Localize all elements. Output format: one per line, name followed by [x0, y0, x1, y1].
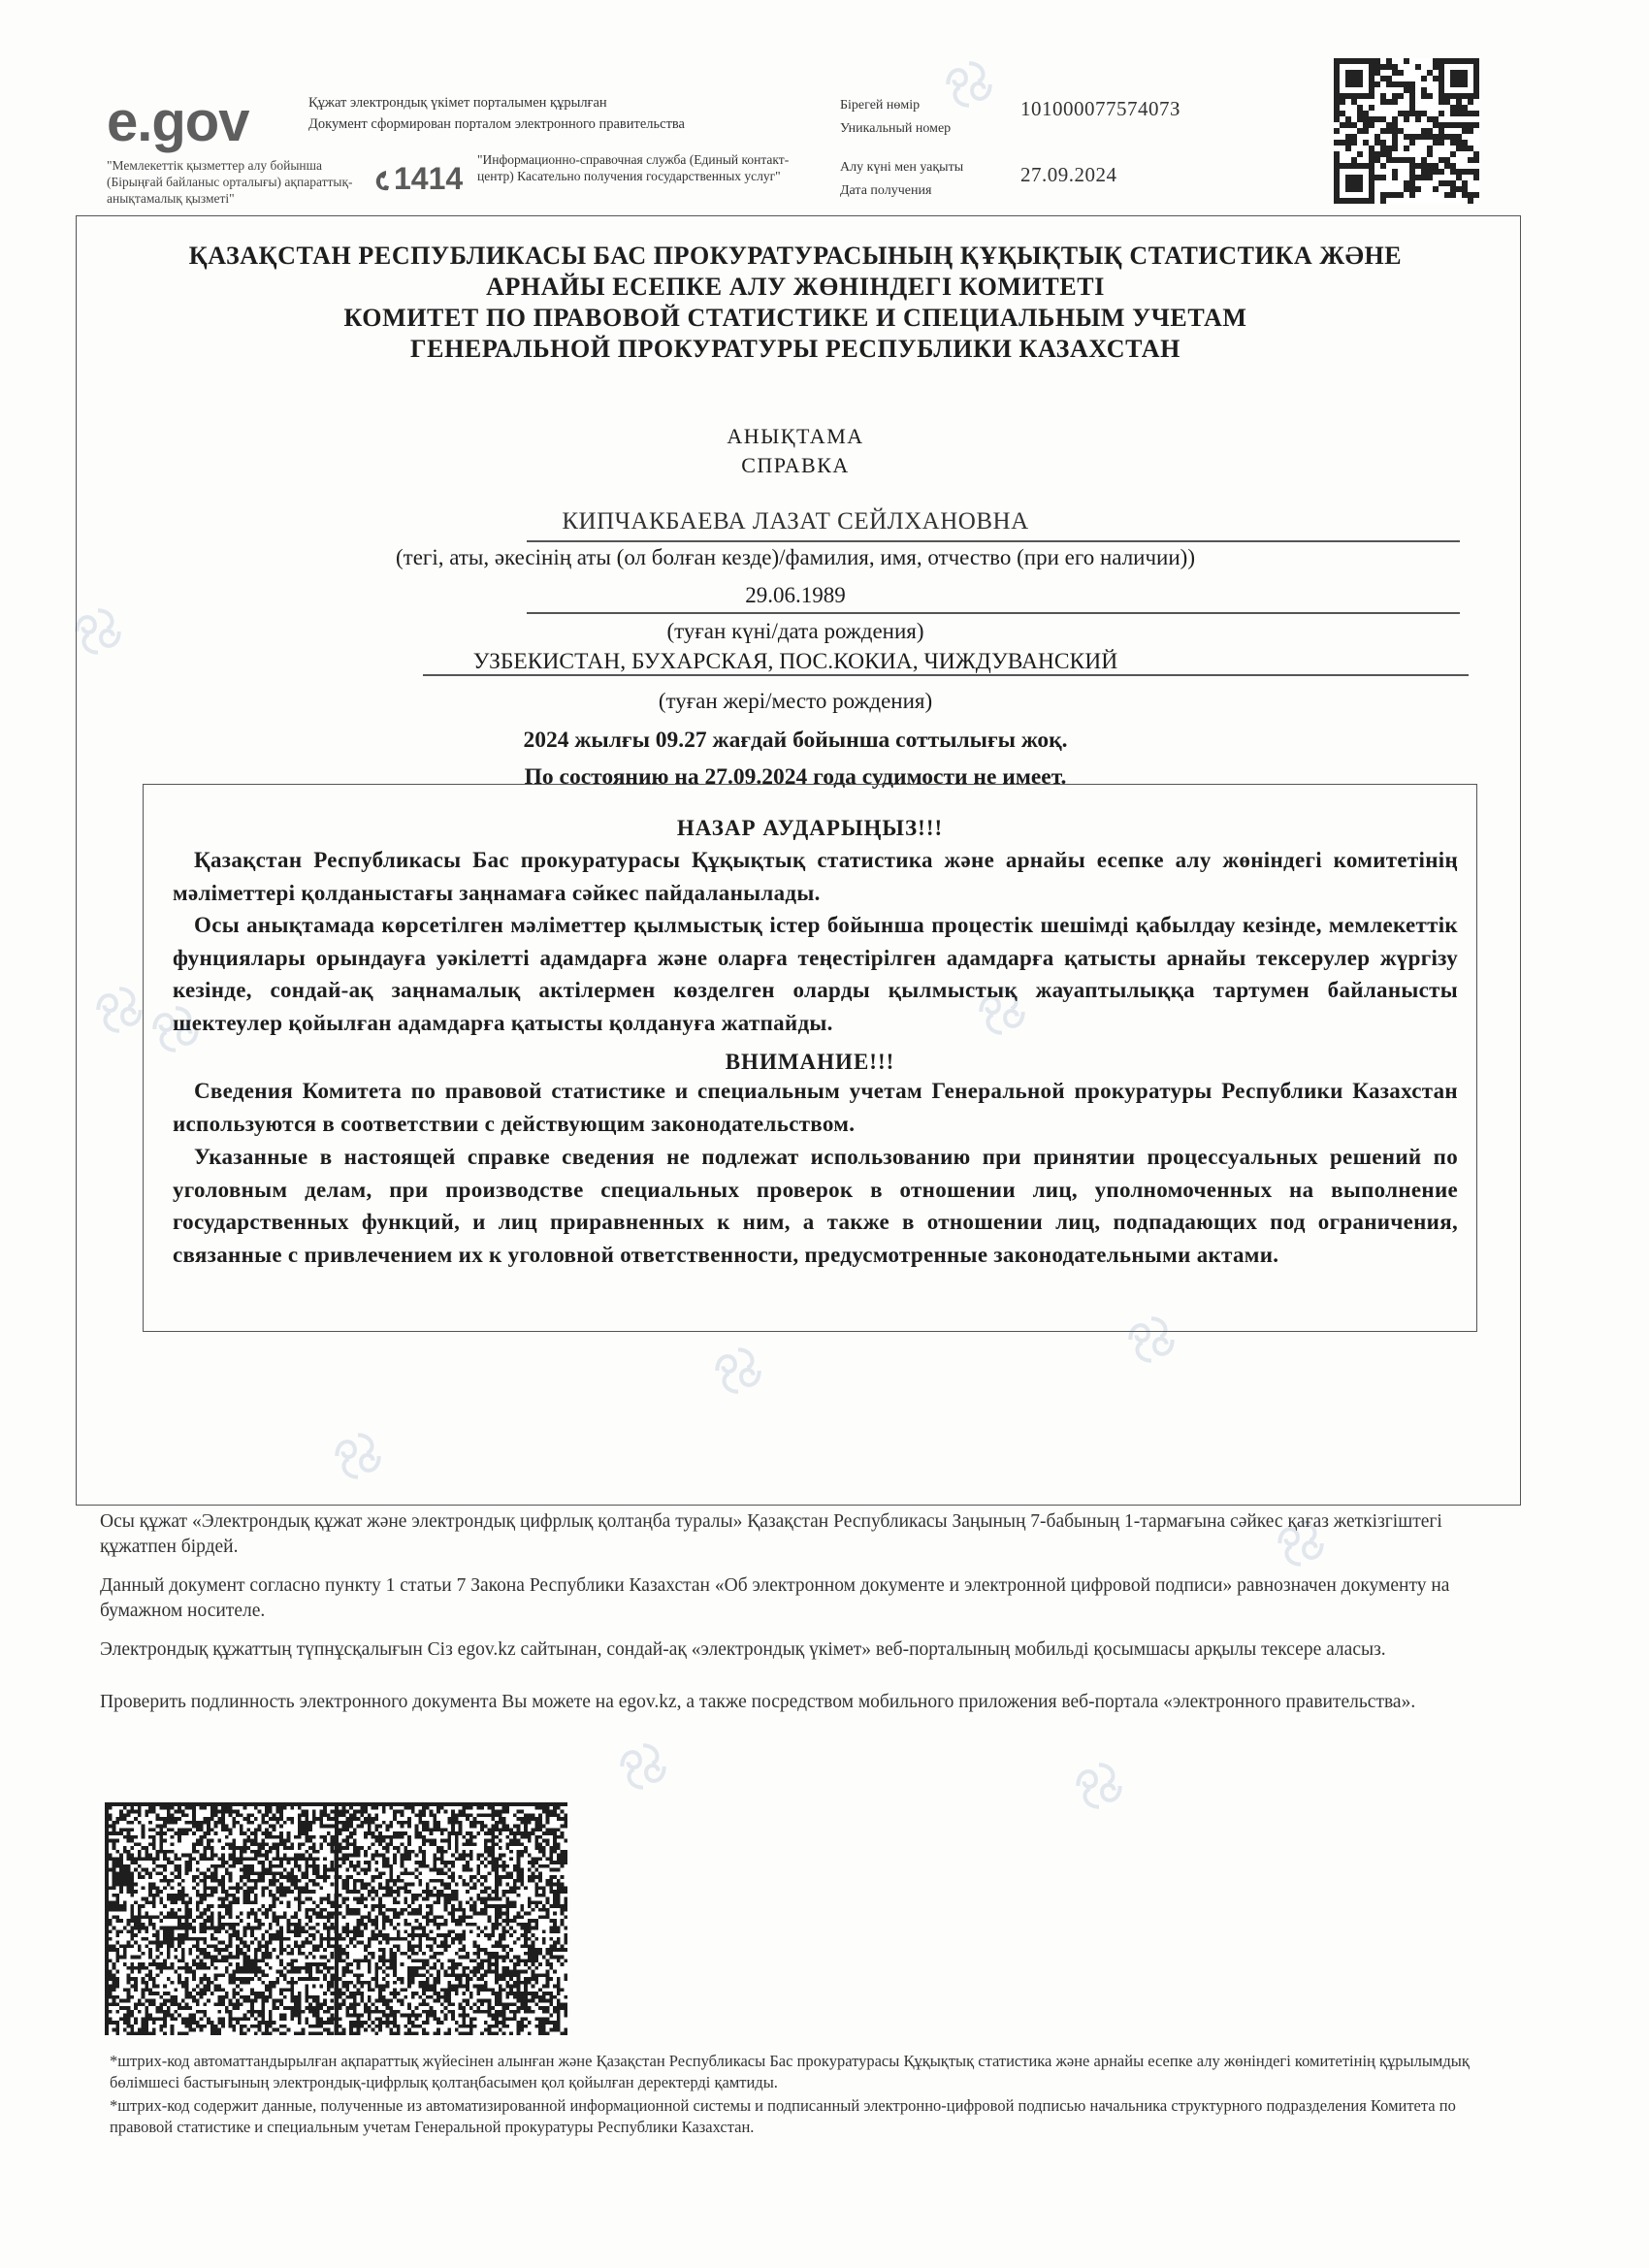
birth-date-underline [527, 612, 1460, 614]
phone-number: 1414 [394, 161, 464, 196]
portal-kz: Құжат электрондық үкімет порталымен құрылған [308, 95, 607, 111]
birth-place-caption: (туған жері/место рождения) [658, 689, 933, 713]
ornament-watermark-icon [68, 601, 128, 662]
warning-ru-paragraph-2 [173, 1141, 1458, 1271]
footer-ru-equivalence: Данный документ согласно пункту 1 статьи 7 Закона Республики Казахстан «Об электронном документе и электронной цифровой подписи» равнозначен документу на бумажном носителе. [100, 1575, 1450, 1621]
title-line-2: АРНАЙЫ ЕСЕПКЕ АЛУ ЖӨНІНДЕГІ КОМИТЕТІ [486, 273, 1105, 301]
date-label-ru: Дата получения [840, 183, 932, 198]
ornament-watermark-icon [613, 1736, 673, 1797]
name-caption: (тегі, аты, әкесінің аты (ол болған кезде)/фамилия, имя, отчество (при его наличии)) [395, 545, 1195, 569]
footer-ru-verify: Проверить подлинность электронного документа Вы можете на egov.kz, а также посредством мобильного приложения веб-портала «электронного правительства». [100, 1692, 1416, 1712]
statement-ru: По состоянию на 27.09.2024 года судимости не имеет. [524, 764, 1067, 790]
warning-ru-text-2: Указанные в настоящей справке сведения не подлежат использованию при принятии процессуальных решений по уголовным делам, при производстве специальных проверок в отношении лиц, уполномоченных на выполнение государственных функций, и лиц приравненных к ним, а также в отношении лиц, подпадающих под ограничения, связанные с привлечением их к уголовной ответственности, предусмотренные законодательными актами. [173, 1145, 1458, 1267]
ornament-watermark-icon [708, 1341, 768, 1401]
title-line-3: КОМИТЕТ ПО ПРАВОВОЙ СТАТИСТИКЕ И СПЕЦИАЛЬНЫМ УЧЕТАМ [343, 304, 1247, 332]
ornament-watermark-icon [1121, 1310, 1181, 1370]
birth-place-underline [423, 674, 1469, 676]
warning-kz-text-1: Қазақстан Республикасы Бас прокуратурасы Құқықтық статистика және арнайы есепке алу жөніндегі комитетінің мәліметтері қолданыстағы заңнамаға сәйкес пайдаланылады. [173, 848, 1458, 905]
warning-heading-kz: НАЗАР АУДАРЫҢЫЗ!!! [676, 816, 944, 840]
warning-kz-text-2: Осы анықтамада көрсетілген мәліметтер қылмыстық істер бойынша процестік шешімді қабылдау кезінде, мемлекеттік фунциялары орындауға уәкілетті адамдарға және оларға теңестірілген адамдарға қатысты арнайы тексерулер жүргізу кезінде, сондай-ақ заңнамалық актілермен көзделген оларды қылмыстық жауаптылыққа тартумен байланысты шектеулер қойылған адамдарға қатысты қолдануға жатпайды. [173, 913, 1458, 1035]
unique-number: 10100007757407З [1020, 97, 1181, 120]
barcode-icon [105, 1802, 338, 2035]
note-kz: *штрих-код автоматтандырылған ақпараттық жүйесінен алынған және Қазақстан Республикасы Бас прокуратурасы Құқықтық статистика және арнайы есепке алу жөніндегі комитетінің құрылымдық бөлімшесі бастығының электрондық-цифрлық қолтаңбасымен қол қойылған деректерді қамтиды. [110, 2052, 1470, 2091]
ornament-watermark-icon [972, 982, 1032, 1042]
unique-label-ru: Уникальный номер [840, 121, 952, 136]
ornament-watermark-icon [939, 54, 999, 114]
birth-date: 29.06.1989 [745, 583, 846, 607]
qr-code-icon [1334, 58, 1479, 204]
birth-place: УЗБЕКИСТАН, БУХАРСКАЯ, ПОС.КОКИА, ЧИЖДУВАНСКИЙ [472, 649, 1118, 674]
statement-kz: 2024 жылғы 09.27 жағдай бойынша соттылығы жоқ. [523, 728, 1068, 753]
unique-label-kz: Бірегей нөмір [840, 98, 921, 113]
portal-ru: Документ сформирован порталом электронного правительства [308, 116, 685, 132]
footer-kz-equivalence: Осы құжат «Электрондық құжат және электрондық цифрлық қолтаңба туралы» Қазақстан Республикасы Заңының 7-бабының 1-тармағына сәйкес қағаз жеткізгіштегі құжатпен бірдей. [100, 1511, 1442, 1557]
ornament-watermark-icon [89, 980, 149, 1040]
logo-subtitle: "Мемлекеттік қызметтер алу бойынша (Бірыңғай байланыс орталығы) ақпараттық-анықтамалық қызметі" [107, 158, 353, 206]
phone-icon [372, 169, 392, 192]
footer-kz-verify: Электрондық құжаттың түпнұсқалығын Сіз egov.kz сайтынан, сондай-ақ «электрондық үкімет» веб-порталының мобильді қосымшасы арқылы тексере аласыз. [100, 1639, 1386, 1660]
date-value: 27.09.2024 [1020, 163, 1117, 186]
warning-kz-paragraph-1 [173, 844, 1458, 909]
ornament-watermark-icon [1271, 1513, 1331, 1573]
warning-ru-text-1: Сведения Комитета по правовой статистике и специальным учетам Генеральной прокуратуры Республики Казахстан используются в соответствии с действующим законодательством. [173, 1079, 1458, 1136]
warning-kz-paragraph-2 [173, 909, 1458, 1039]
ornament-watermark-icon [328, 1426, 388, 1486]
doc-type-kz: АНЫҚТАМА [727, 424, 864, 448]
warning-ru-paragraph-1 [173, 1075, 1458, 1140]
birth-date-caption: (туған күні/дата рождения) [666, 619, 924, 643]
date-label-kz: Алу күні мен уақыты [840, 160, 964, 175]
ornament-watermark-icon [146, 999, 206, 1059]
person-name: КИПЧАКБАЕВА ЛАЗАТ СЕЙЛХАНОВНА [562, 508, 1029, 535]
warning-heading-ru: ВНИМАНИЕ!!! [725, 1050, 895, 1074]
ornament-watermark-icon [1069, 1756, 1129, 1816]
name-underline [527, 540, 1460, 542]
doc-type-ru: СПРАВКА [741, 453, 850, 477]
service-description: "Информационно-справочная служба (Единый контакт-центр) Касательно получения государственных услуг" [477, 152, 790, 183]
note-ru: *штрих-код содержит данные, полученные из автоматизированной информационной системы и подписанный электронно-цифровой подписью начальника структурного подразделения Комитета по правовой статистике и специальным учетам Генеральной прокуратуры Республики Казахстан. [110, 2096, 1456, 2136]
egov-logo: e.gov [107, 90, 249, 153]
barcode-icon [335, 1802, 567, 2035]
title-line-4: ГЕНЕРАЛЬНОЙ ПРОКУРАТУРЫ РЕСПУБЛИКИ КАЗАХСТАН [410, 335, 1180, 363]
title-line-1: ҚАЗАҚСТАН РЕСПУБЛИКАСЫ БАС ПРОКУРАТУРАСЫНЫҢ ҚҰҚЫҚТЫҚ СТАТИСТИКА ЖӘНЕ [188, 242, 1403, 270]
